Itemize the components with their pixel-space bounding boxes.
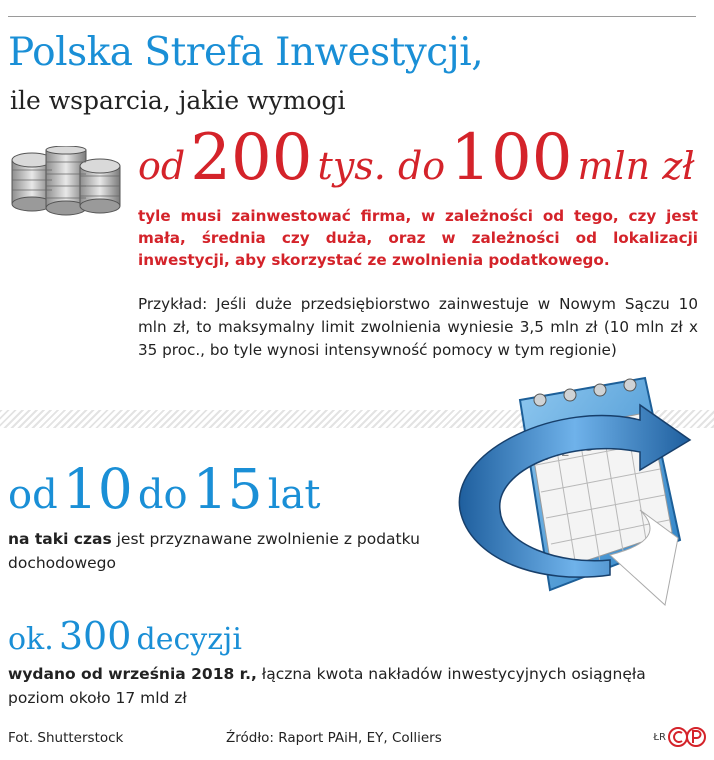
exemption-period-headline [8,457,321,521]
exemption-period-text [8,527,428,575]
headline3-suffix: decyzji [136,622,242,657]
example-text: Przykład: Jeśli duże przedsiębiorstwo zainwestuje w Nowym Sączu 10 mln zł, to maksymalny limit zwolnienia wyniesie 3,5 mln zł (10 mln zł x 35 proc., bo tyle wynosi intensywność pomocy w tym regionie) [138,295,698,359]
headline1-prefix: od [138,144,186,188]
coins-icon [8,146,124,218]
calendar-icon [440,360,710,615]
exemption-period-bold: na taki czas [8,530,112,548]
investment-range-headline [138,121,695,195]
headline2-value-min: 10 [62,457,133,521]
exemption-period-rest: jest przyznawane zwolnienie z podatku dochodowego [8,530,420,572]
page-subtitle: ile wsparcia, jakie wymogi [10,86,346,115]
top-divider [8,16,696,17]
headline2-suffix: lat [267,472,321,518]
decisions-rest: łączna kwota nakładów inwestycyjnych osiągnęła poziom około 17 mld zł [8,665,646,707]
headline1-value-min: 200 [190,121,313,195]
publisher-logo [668,726,706,748]
headline2-mid: do [137,472,188,518]
headline1-value-max: 100 [450,121,573,195]
photo-credit: Fot. Shutterstock [8,730,124,746]
headline3-value: 300 [58,614,132,658]
headline2-prefix: od [8,472,58,518]
decisions-bold: wydano od września 2018 r., [8,665,257,683]
headline1-suffix: mln zł [577,144,695,188]
headline1-mid: tys. do [317,144,446,188]
page-title: Polska Strefa Inwestycji, [8,30,484,75]
decisions-text [8,662,698,710]
headline2-value-max: 15 [192,457,263,521]
source-credit: Źródło: Raport PAiH, EY, Colliers [226,730,442,746]
decisions-headline [8,614,242,658]
author-signature: ŁR [653,732,666,743]
investment-requirement-text: tyle musi zainwestować firma, w zależności od tego, czy jest mała, średnia czy duża, oraz w zależności od lokalizacji inwestycji, aby skorzystać ze zwolnienia podatkowego. [138,207,698,269]
headline3-prefix: ok. [8,622,54,657]
